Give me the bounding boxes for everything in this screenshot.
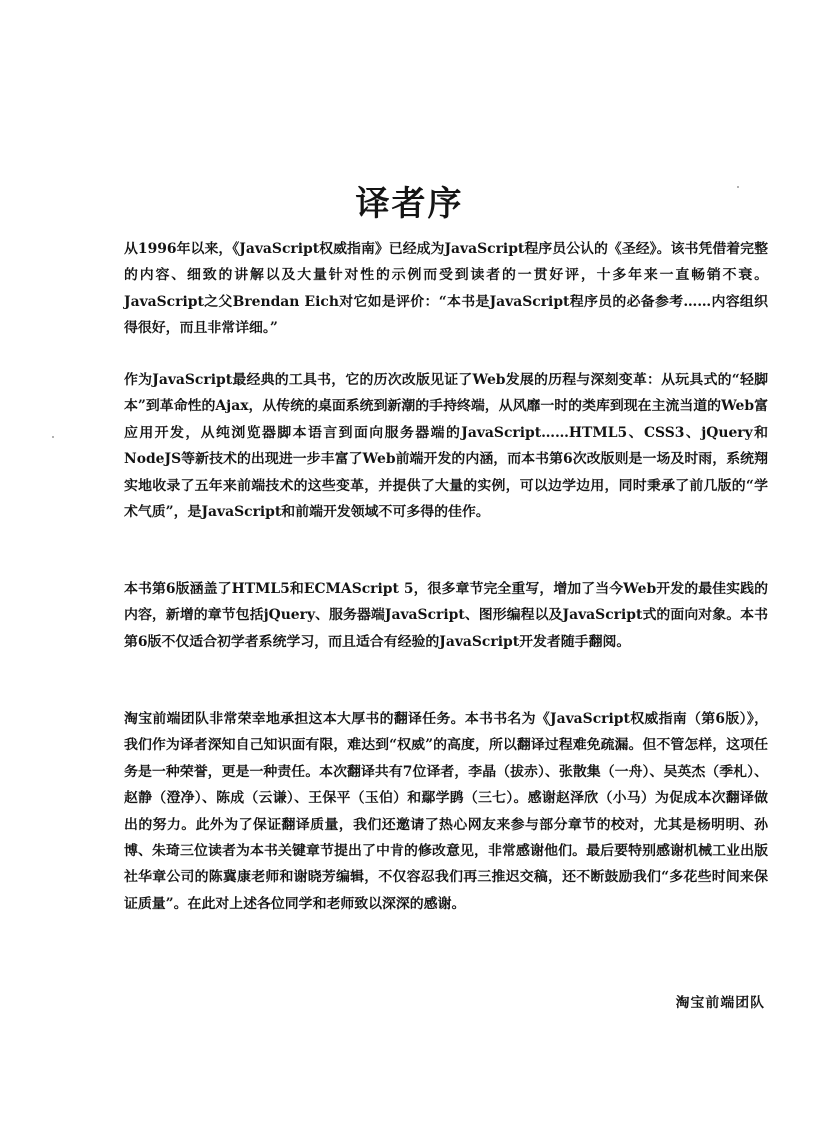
scan-speck: [52, 436, 54, 438]
signature: 淘宝前端团队: [675, 995, 765, 1011]
paragraph-intro: 从1996年以来，《JavaScript权威指南》已经成为JavaScript程序员公认的《圣经》。该书凭借着完整的内容、细致的讲解以及大量针对性的示例而受到读者的一贯好评，十多年来一直畅销不衰。JavaScript之父Brendan Eich对它如是评价：“本书是JavaScript程序员的必备参考……内容组织得很好，而且非常详细。”: [124, 241, 768, 337]
page-title: 译者序: [355, 183, 464, 224]
scan-speck: [737, 186, 739, 188]
paragraph-translation-team: 淘宝前端团队非常荣幸地承担这本大厚书的翻译任务。本书书名为《JavaScript权威指南（第6版）》，我们作为译者深知自己知识面有限，难达到“权威”的高度，所以翻译过程难免疏漏。但不管怎样，这项任务是一种荣誉，更是一种责任。本次翻译共有7位译者，李晶（拔赤）、张散集（一舟）、吴英杰（季札）、赵静（澄净）、陈成（云谦）、王保平（玉伯）和鄢学鹍（三七）。感谢赵泽欣（小马）为促成本次翻译做出的努力。此外为了保证翻译质量，我们还邀请了热心网友来参与部分章节的校对，尤其是杨明明、孙博、朱琦三位读者为本书关键章节提出了中肯的修改意见，非常感谢他们。最后要特别感谢机械工业出版社华章公司的陈冀康老师和谢晓芳编辑，不仅容忍我们再三推迟交稿，还不断鼓励我们“多花些时间来保证质量”。在此对上述各位同学和老师致以深深的感谢。: [124, 711, 768, 912]
paragraph-history: 作为JavaScript最经典的工具书，它的历次改版见证了Web发展的历程与深刻变革：从玩具式的“轻脚本”到革命性的Ajax，从传统的桌面系统到新潮的手持终端，从风靡一时的类库到现在主流当道的Web富应用开发，从纯浏览器脚本语言到面向服务器端的JavaScript……HTML5、CSS3、jQuery和NodeJS等新技术的出现进一步丰富了Web前端开发的内涵，而本书第6次改版则是一场及时雨，系统翔实地收录了五年来前端技术的这些变革，并提供了大量的实例，可以边学边用，同时秉承了前几版的“学术气质”，是JavaScript和前端开发领域不可多得的佳作。: [124, 372, 768, 521]
paragraph-sixth-edition: 本书第6版涵盖了HTML5和ECMAScript 5，很多章节完全重写，增加了当今Web开发的最佳实践的内容，新增的章节包括jQuery、服务器端JavaScript、图形编程以及JavaScript式的面向对象。本书第6版不仅适合初学者系统学习，而且适合有经验的JavaScript开发者随手翻阅。: [124, 581, 768, 650]
